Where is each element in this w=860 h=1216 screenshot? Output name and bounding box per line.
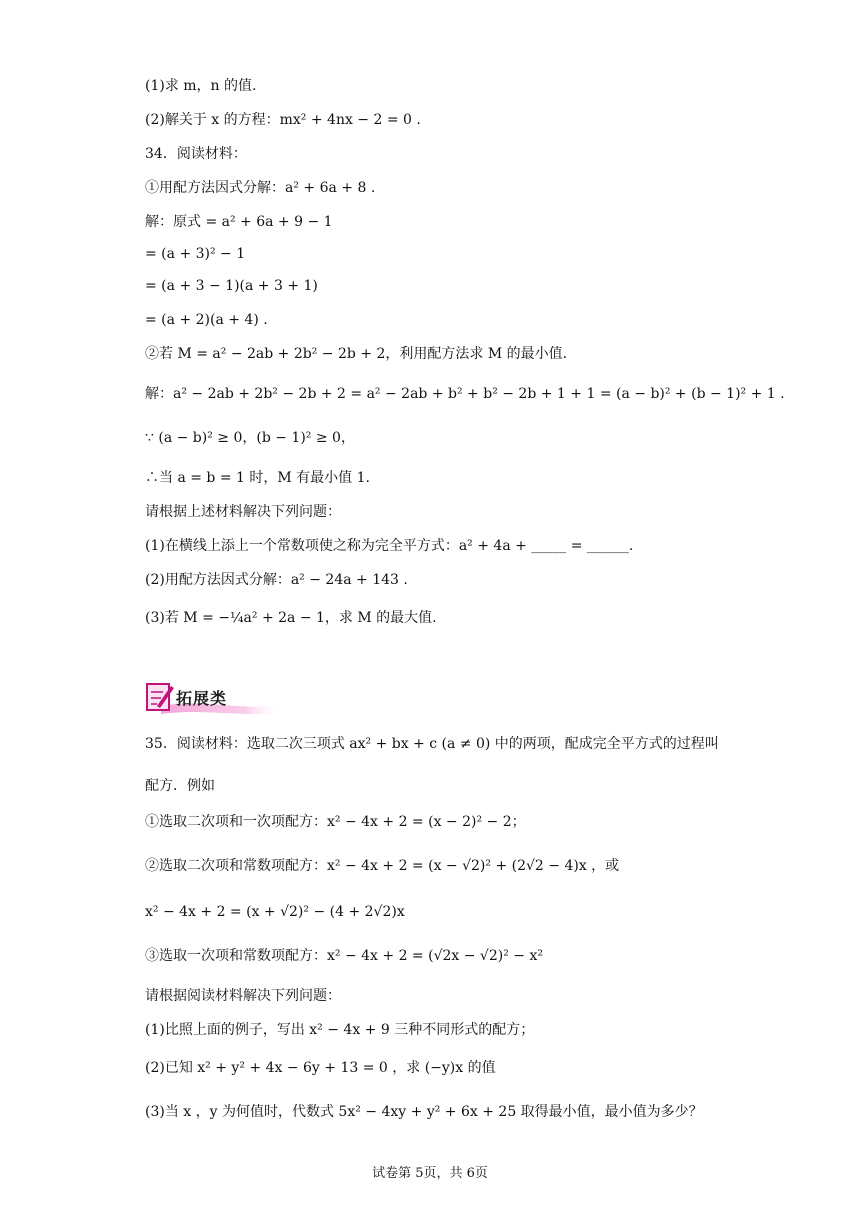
text-line: ∵ (a − b)² ≥ 0，(b − 1)² ≥ 0， xyxy=(145,430,355,446)
text-line: (3)若 M = −¼a² + 2a − 1，求 M 的最大值. xyxy=(145,610,437,626)
text-line: (3)当 x ，y 为何值时，代数式 5x² − 4xy + y² + 6x + 25 取得最小值，最小值为多少？ xyxy=(145,1104,703,1120)
text-line: (2)解关于 x 的方程：mx² + 4nx − 2 = 0 . xyxy=(145,112,421,128)
text-line: (1)在横线上添上一个常数项使之称为完全平方式：a² + 4a + _____ = ______. xyxy=(145,538,634,554)
text-line: (1)比照上面的例子，写出 x² − 4x + 9 三种不同形式的配方； xyxy=(145,1022,535,1038)
text-line: ②若 M = a² − 2ab + 2b² − 2b + 2，利用配方法求 M 的最小值. xyxy=(145,346,568,362)
text-line: (2)已知 x² + y² + 4x − 6y + 13 = 0 ，求 (−y)x 的值 xyxy=(145,1060,496,1076)
text-line: 35．阅读材料：选取二次三项式 ax² + bx + c (a ≠ 0) 中的两项，配成完全平方式的过程叫 xyxy=(145,736,719,752)
pen-paper-icon xyxy=(147,684,174,710)
text-line: 34．阅读材料： xyxy=(145,146,247,162)
text-line: ∴当 a = b = 1 时，M 有最小值 1. xyxy=(145,470,370,486)
text-line: x² − 4x + 2 = (x + √2)² − (4 + 2√2)x xyxy=(145,904,405,920)
text-line: 配方．例如 xyxy=(145,778,215,794)
text-line: 请根据阅读材料解决下列问题： xyxy=(145,988,341,1004)
text-line: (2)用配方法因式分解：a² − 24a + 143 . xyxy=(145,572,408,588)
page-footer: 试卷第 5页，共 6页 xyxy=(372,1166,488,1181)
text-line: (1)求 m，n 的值. xyxy=(145,78,257,94)
text-line: = (a + 2)(a + 4) . xyxy=(145,312,268,328)
text-line: ①用配方法因式分解：a² + 6a + 8 . xyxy=(145,180,376,196)
text-line: ②选取二次项和常数项配方：x² − 4x + 2 = (x − √2)² + (2√2 − 4)x ，或 xyxy=(145,858,620,874)
text-line: ③选取一次项和常数项配方：x² − 4x + 2 = (√2x − √2)² − x² xyxy=(145,948,543,964)
text-line: = (a + 3 − 1)(a + 3 + 1) xyxy=(145,278,318,294)
text-line: 解：原式 = a² + 6a + 9 − 1 xyxy=(145,214,333,230)
text-line: ①选取二次项和一次项配方：x² − 4x + 2 = (x − 2)² − 2； xyxy=(145,814,526,830)
text-line: 解：a² − 2ab + 2b² − 2b + 2 = a² − 2ab + b² + b² − 2b + 1 + 1 = (a − b)² + (b − 1)² + 1 . xyxy=(145,386,785,402)
section-title: 拓展类 xyxy=(176,689,228,708)
text-line: 请根据上述材料解决下列问题： xyxy=(145,504,341,520)
text-line: = (a + 3)² − 1 xyxy=(145,246,246,262)
